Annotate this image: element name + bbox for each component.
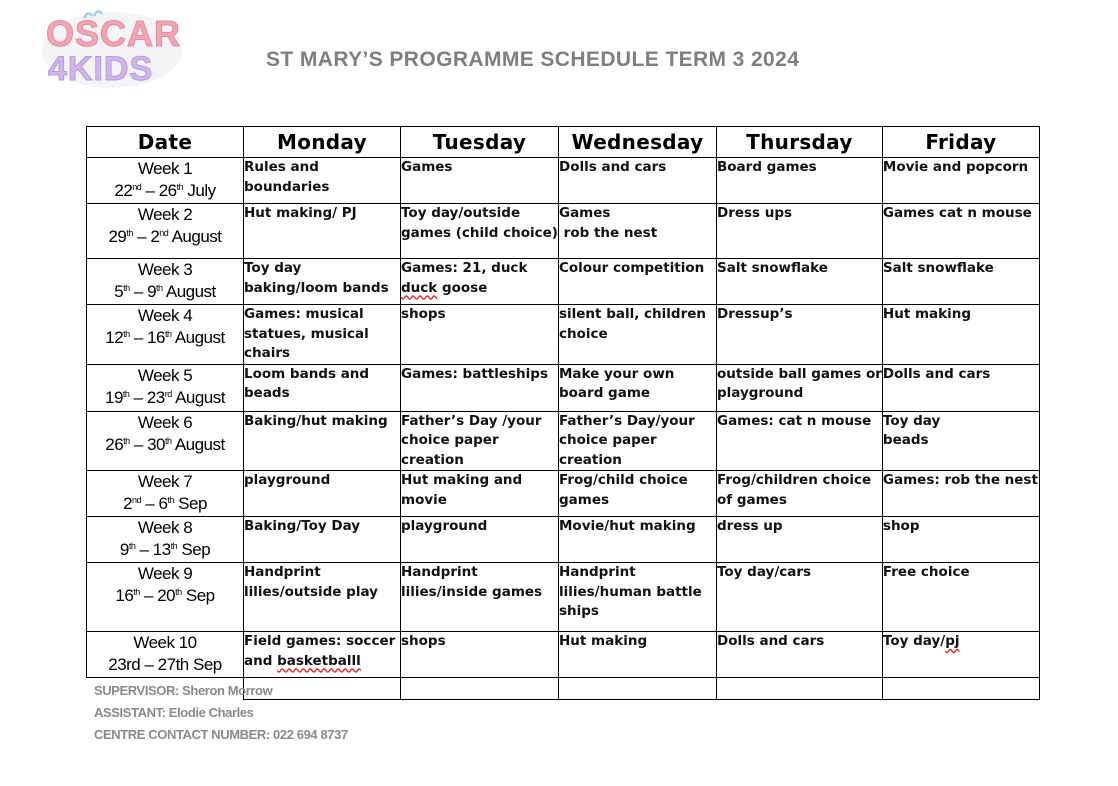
column-header: Thursday	[716, 127, 882, 158]
activity-line: Dolls and cars	[716, 633, 825, 649]
week-label: Week 1	[137, 159, 193, 178]
start-suffix: th	[123, 435, 130, 446]
end-day: 20	[157, 586, 176, 605]
activity-cell-tue	[401, 517, 559, 563]
activity-cell-wed	[558, 305, 716, 365]
date-range: 16th – 20th Sep	[115, 586, 215, 605]
date-cell	[87, 259, 244, 305]
activity-cell-mon	[244, 517, 401, 563]
schedule-table	[86, 126, 1040, 700]
week-label: Week 3	[137, 260, 193, 279]
activity-line: Games: rob the nest	[882, 472, 1038, 488]
date-cell	[87, 563, 244, 632]
activity-cell-wed	[558, 632, 716, 678]
activity-line: Dolls and cars	[558, 159, 667, 175]
start-suffix: th	[122, 388, 130, 399]
start-day: 5	[114, 282, 124, 301]
spellcheck-underline: duck	[401, 279, 438, 296]
start-day: 22	[114, 181, 133, 200]
activity-line: dress up	[716, 518, 783, 534]
week-label: Week 8	[137, 518, 193, 537]
activity-cell-tue	[401, 305, 559, 365]
end-day: 13	[152, 540, 171, 559]
activity-cell-tue	[401, 471, 559, 517]
activity-cell-thu	[716, 204, 882, 259]
activity-line: Frog/child choice	[558, 472, 688, 488]
activity-cell-wed	[558, 517, 716, 563]
month: July	[187, 181, 216, 200]
activity-line: Salt snowflake	[716, 260, 828, 276]
week-label: Week 7	[137, 472, 193, 491]
oscar-4kids-logo	[40, 6, 185, 90]
end-suffix: th	[175, 587, 182, 597]
start-day: 12	[105, 328, 124, 347]
schedule-body	[87, 158, 1040, 700]
table-row	[87, 517, 1040, 563]
activity-line: playground	[401, 518, 488, 534]
activity-line: games (child choice)	[401, 224, 558, 241]
end-suffix: th	[170, 541, 178, 551]
activity-line: Field games: soccer	[244, 633, 396, 649]
start-day: 16	[115, 586, 134, 605]
end-suffix: th	[156, 283, 163, 293]
activity-line: baking/loom bands	[244, 279, 389, 296]
assistant-line: ASSISTANT: Elodie Charles	[94, 705, 254, 720]
month: Sep	[178, 494, 207, 513]
activity-line: chairs	[244, 345, 291, 361]
month: Sep	[193, 655, 222, 674]
month: August	[171, 227, 222, 246]
activity-cell-fri	[882, 364, 1039, 411]
header-row	[87, 127, 1040, 158]
spellcheck-underline: pj	[945, 633, 960, 649]
activity-line: Salt snowflake	[882, 260, 994, 276]
start-suffix: th	[133, 587, 140, 597]
activity-line: Board games	[716, 159, 817, 175]
empty-cell	[558, 678, 716, 700]
activity-cell-tue	[401, 158, 559, 204]
date-range: 2nd – 6th Sep	[123, 494, 207, 513]
activity-cell-thu	[716, 259, 882, 305]
table-row	[87, 305, 1040, 365]
activity-line: creation	[401, 451, 464, 468]
activity-line: playground	[244, 472, 331, 488]
start-suffix: nd	[132, 495, 142, 505]
date-range: 9th – 13th Sep	[119, 540, 211, 559]
activity-cell-wed	[558, 411, 716, 471]
week-label: Week 6	[137, 412, 193, 432]
date-cell	[87, 632, 244, 678]
activity-line: Handprint	[244, 564, 321, 580]
table-row	[87, 204, 1040, 259]
month: Sep	[185, 586, 215, 605]
start-suffix: th	[123, 283, 130, 293]
start-suffix: nd	[132, 182, 142, 192]
end-day: 23	[146, 387, 165, 407]
activity-cell-mon	[244, 632, 401, 678]
activity-cell-thu	[716, 305, 882, 365]
activity-line: beads	[244, 385, 290, 401]
table-row	[87, 364, 1040, 411]
date-range: 19th – 23rd August	[104, 387, 225, 407]
activity-line: lilies/outside play	[244, 583, 378, 600]
activity-cell-fri	[882, 471, 1039, 517]
activity-line: Dress ups	[716, 205, 793, 221]
empty-cell	[401, 678, 559, 700]
activity-cell-mon	[244, 411, 401, 471]
activity-line: shops	[401, 633, 446, 649]
activity-cell-tue	[401, 411, 559, 471]
activity-line: Toy day/outside	[401, 205, 521, 221]
activity-cell-wed	[558, 563, 716, 632]
date-range: 23rd – 27th Sep	[108, 655, 222, 674]
activity-line: ships	[558, 603, 599, 619]
activity-cell-thu	[716, 517, 882, 563]
activity-line: Games: musical	[244, 306, 364, 322]
column-header: Date	[87, 127, 244, 158]
end-day: 30	[147, 434, 165, 454]
date-cell	[87, 471, 244, 517]
activity-line: Games	[558, 205, 611, 221]
activity-cell-thu	[716, 158, 882, 204]
empty-cell	[882, 678, 1039, 700]
activity-line: rob the nest	[558, 224, 658, 241]
activity-cell-fri	[882, 632, 1039, 678]
activity-cell-fri	[882, 259, 1039, 305]
end-day: 26	[158, 181, 177, 200]
activity-line: boundaries	[244, 178, 330, 195]
activity-line: Frog/children choice	[716, 472, 872, 488]
activity-cell-fri	[882, 411, 1039, 471]
activity-line: Baking/hut making	[244, 412, 388, 429]
activity-line: Games: 21, duck	[401, 260, 528, 276]
date-cell	[87, 364, 244, 411]
activity-line: Father’s Day /your	[401, 412, 542, 429]
activity-cell-thu	[716, 364, 882, 411]
activity-cell-fri	[882, 517, 1039, 563]
end-suffix: nd	[159, 228, 169, 238]
activity-line: Games: battleships	[401, 365, 548, 382]
end-suffix: th	[176, 182, 184, 192]
activity-line: Baking/Toy Day	[244, 518, 361, 534]
activity-line: lilies/inside games	[401, 583, 543, 600]
activity-cell-wed	[558, 364, 716, 411]
activity-line: choice paper	[401, 432, 499, 448]
activity-cell-thu	[716, 632, 882, 678]
activity-cell-mon	[244, 204, 401, 259]
table-row	[87, 158, 1040, 204]
activity-cell-wed	[558, 204, 716, 259]
activity-line: Colour competition	[558, 260, 705, 276]
activity-line: Handprint	[401, 564, 478, 580]
activity-cell-thu	[716, 471, 882, 517]
column-header: Tuesday	[401, 127, 559, 158]
start-suffix: th	[126, 228, 133, 238]
activity-line: Toy day/cars	[716, 564, 812, 580]
activity-line: lilies/human battle	[558, 583, 702, 600]
week-label: Week 5	[137, 365, 193, 385]
activity-line: Dressup’s	[716, 306, 793, 322]
activity-cell-fri	[882, 563, 1039, 632]
activity-line: Toy day/pj	[882, 633, 960, 649]
activity-cell-thu	[716, 563, 882, 632]
activity-line: Dolls and cars	[882, 365, 991, 382]
activity-cell-mon	[244, 158, 401, 204]
activity-line: Hut making	[558, 633, 648, 649]
table-row	[87, 471, 1040, 517]
activity-line: Make your own	[558, 365, 675, 382]
date-cell	[87, 204, 244, 259]
column-header: Wednesday	[558, 127, 716, 158]
page-title: ST MARY’S PROGRAMME SCHEDULE TERM 3 2024	[266, 48, 800, 71]
date-range: 5th – 9th August	[114, 282, 216, 301]
activity-line: creation	[558, 451, 622, 468]
date-cell	[87, 411, 244, 471]
activity-cell-tue	[401, 259, 559, 305]
activity-cell-thu	[716, 411, 882, 471]
activity-line: silent ball, children	[558, 306, 707, 322]
activity-line: Free choice	[882, 564, 970, 580]
activity-line: playground	[716, 385, 804, 401]
activity-line: choice	[558, 325, 608, 342]
activity-cell-tue	[401, 632, 559, 678]
activity-cell-mon	[244, 364, 401, 411]
activity-line: statues, musical	[244, 325, 369, 342]
end-day: 9	[147, 282, 157, 301]
start-day: 2	[123, 494, 133, 513]
activity-line: of games	[716, 491, 787, 508]
end-suffix: rd	[164, 388, 172, 399]
activity-line: board game	[558, 385, 651, 401]
logo-line2: 4KIDS	[48, 50, 154, 88]
activity-cell-fri	[882, 204, 1039, 259]
date-range: 29th – 2nd August	[108, 227, 222, 246]
activity-line: Toy day	[882, 412, 941, 429]
activity-cell-mon	[244, 563, 401, 632]
end-day: 6	[158, 494, 168, 513]
activity-cell-mon	[244, 259, 401, 305]
activity-cell-mon	[244, 471, 401, 517]
activity-line: Movie/hut making	[558, 518, 696, 534]
logo-line1: OSCAR	[46, 13, 182, 54]
activity-cell-fri	[882, 158, 1039, 204]
end-day: 27th	[157, 655, 189, 674]
start-day: 23rd	[108, 655, 141, 674]
activity-line: Loom bands and	[244, 365, 370, 382]
activity-cell-wed	[558, 259, 716, 305]
spellcheck-underline: basketballl	[277, 652, 361, 669]
end-suffix: th	[165, 329, 172, 339]
week-label: Week 9	[137, 564, 193, 583]
empty-cell	[716, 678, 882, 700]
week-label: Week 4	[137, 306, 193, 325]
column-header: Friday	[882, 127, 1039, 158]
activity-line: choice paper	[558, 432, 657, 448]
activity-cell-tue	[401, 204, 559, 259]
activity-line: Games	[401, 159, 453, 175]
start-day: 9	[119, 540, 129, 559]
month: August	[174, 328, 225, 347]
activity-line: Hut making	[882, 306, 972, 322]
table-row	[87, 259, 1040, 305]
activity-line: Games: cat n mouse	[716, 412, 872, 429]
activity-cell-wed	[558, 471, 716, 517]
activity-line: Hut making/ PJ	[244, 205, 357, 221]
activity-line: Games cat n mouse	[882, 205, 1032, 221]
week-label: Week 2	[137, 205, 193, 224]
activity-cell-mon	[244, 305, 401, 365]
start-suffix: th	[128, 541, 136, 551]
start-day: 26	[105, 434, 124, 454]
start-suffix: th	[123, 329, 130, 339]
contact-line: CENTRE CONTACT NUMBER: 022 694 8737	[94, 727, 348, 742]
end-day: 2	[150, 227, 160, 246]
month: Sep	[181, 540, 211, 559]
start-day: 29	[108, 227, 127, 246]
supervisor-line: SUPERVISOR: Sheron Morrow	[94, 683, 273, 698]
date-cell	[87, 305, 244, 365]
month: August	[165, 282, 216, 301]
table-row	[87, 632, 1040, 678]
activity-line: games	[558, 491, 610, 508]
activity-cell-wed	[558, 158, 716, 204]
date-range: 26th – 30th August	[105, 434, 225, 454]
activity-line: shops	[401, 306, 446, 322]
activity-line: Movie and popcorn	[882, 159, 1029, 175]
start-day: 19	[104, 387, 123, 407]
date-cell	[87, 517, 244, 563]
activity-line: beads	[882, 432, 929, 448]
activity-cell-tue	[401, 563, 559, 632]
month: August	[174, 434, 225, 454]
table-row	[87, 411, 1040, 471]
activity-line: and basketballl	[244, 652, 361, 669]
week-label: Week 10	[133, 633, 197, 652]
end-day: 16	[147, 328, 165, 347]
activity-cell-fri	[882, 305, 1039, 365]
activity-line: outside ball games or	[716, 365, 882, 382]
activity-line: Handprint	[558, 564, 636, 580]
activity-cell-tue	[401, 364, 559, 411]
date-cell	[87, 158, 244, 204]
activity-line: Toy day	[244, 260, 302, 276]
date-range: 12th – 16th August	[105, 328, 225, 347]
table-row	[87, 563, 1040, 632]
activity-line: Father’s Day/your	[558, 412, 695, 429]
activity-line: shop	[882, 518, 920, 534]
column-header: Monday	[244, 127, 401, 158]
end-suffix: th	[167, 495, 174, 505]
activity-line: Rules and	[244, 159, 319, 175]
activity-line: Hut making and	[401, 472, 523, 488]
date-range: 22nd – 26th July	[114, 181, 216, 200]
end-suffix: th	[165, 435, 172, 446]
activity-line: movie	[401, 491, 447, 508]
month: August	[175, 387, 225, 407]
activity-line: duck goose	[401, 279, 488, 296]
